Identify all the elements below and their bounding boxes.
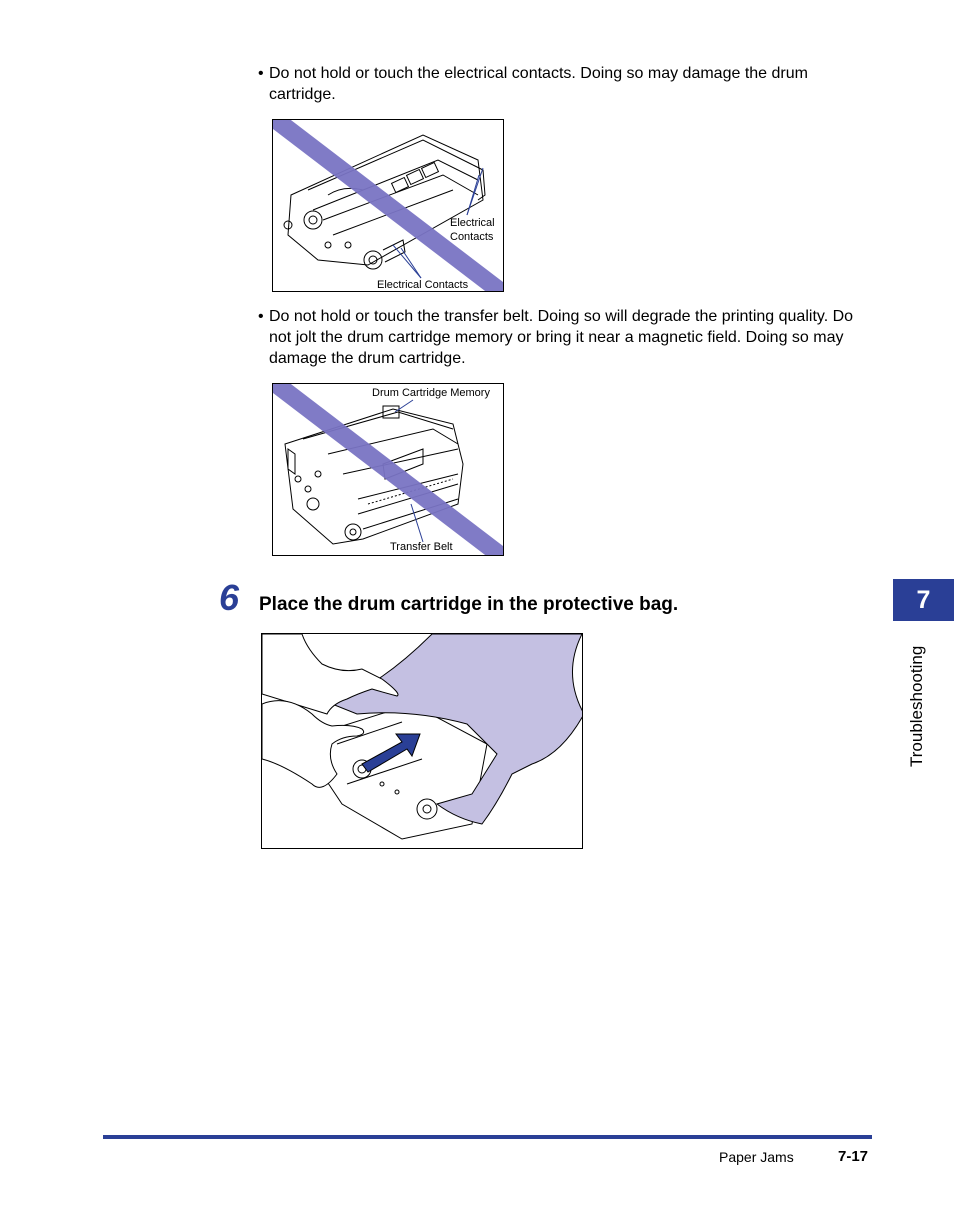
bullet-text: Do not hold or touch the transfer belt. Doing so will degrade the printing quality. Do not jolt the drum cartridge memory or bring it near a magnetic field. Doing so may damage the drum cartridge. xyxy=(269,308,854,367)
bullet-text: Do not hold or touch the electrical contacts. Doing so may damage the drum cartridge. xyxy=(269,65,808,103)
footer-page-number: 7-17 xyxy=(838,1148,869,1165)
bullet-dot: • xyxy=(258,308,264,325)
drum-cartridge-memory-illustration xyxy=(273,384,503,555)
figure-protective-bag xyxy=(261,633,583,849)
figure-transfer-belt xyxy=(272,383,504,556)
figure-electrical-contacts xyxy=(272,119,504,292)
label-electrical-contacts-right-2: Contacts xyxy=(450,231,494,243)
step-number: 6 xyxy=(219,577,240,618)
footer-section-name: Paper Jams xyxy=(719,1149,794,1165)
footer-rule xyxy=(103,1135,872,1139)
drum-cartridge-illustration xyxy=(273,120,503,291)
label-electrical-contacts-bottom: Electrical Contacts xyxy=(377,279,469,291)
chapter-title-vertical: Troubleshooting xyxy=(907,645,926,767)
bullet-dot: • xyxy=(258,65,264,82)
chapter-tab: 7 xyxy=(893,579,954,621)
bullet-electrical-contacts xyxy=(258,63,878,105)
label-electrical-contacts-right-1: Electrical xyxy=(450,217,495,229)
bullet-transfer-belt xyxy=(258,306,878,369)
label-transfer-belt: Transfer Belt xyxy=(390,541,453,553)
step-title: Place the drum cartridge in the protective bag. xyxy=(259,594,679,615)
protective-bag-illustration xyxy=(262,634,582,848)
label-drum-cartridge-memory: Drum Cartridge Memory xyxy=(372,387,490,399)
